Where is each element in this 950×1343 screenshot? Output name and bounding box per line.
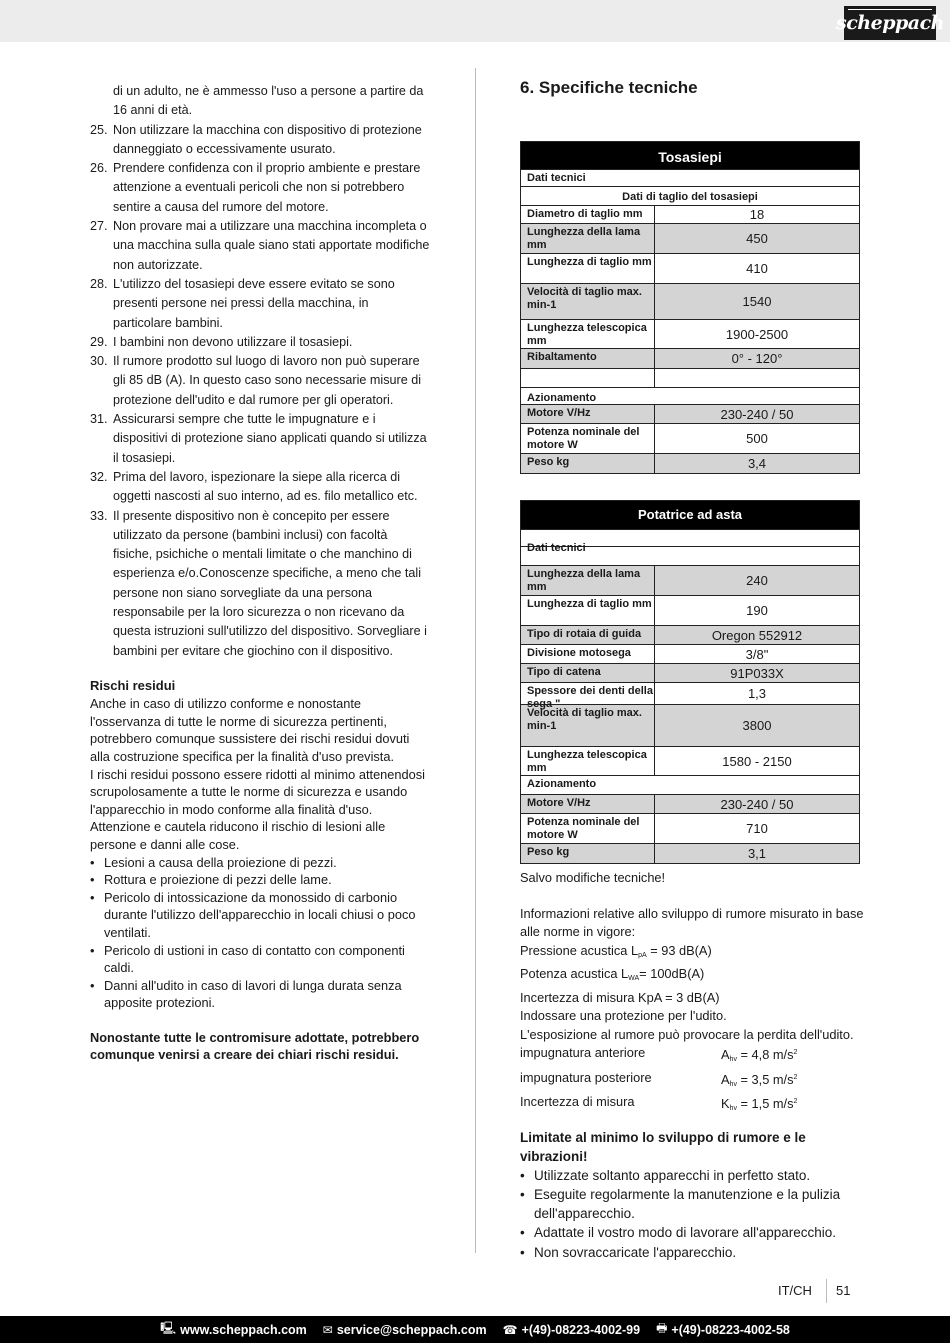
bullet-text: Adattate il vostro modo di lavorare all'apparecchio. [534,1225,836,1241]
page-number: 51 [836,1283,851,1298]
limit-list [520,1166,865,1262]
spec-table-tosasiepi [520,141,860,474]
superscript: 2 [793,1098,798,1106]
list-item [520,1243,865,1262]
spec-value: 710 [746,821,768,836]
spec-value: 18 [749,207,765,222]
spec-label: Peso kg [521,844,655,863]
table-row [521,368,859,387]
item-number: 31. [90,412,108,427]
bullet-icon: • [90,942,95,958]
footer-web[interactable]: 🖳︎ www.scheppach.com [160,1319,307,1340]
table-row [521,186,859,205]
list-item [90,507,430,661]
table-row [521,565,859,595]
footer-phone: ☎︎ +(49)-08223-4002-99 [502,1322,641,1337]
header-bar [0,0,950,42]
table-row [521,205,859,223]
pressione-acustica: Pressione acustica $L_{pA} = 93$ dB(A) [520,942,712,959]
bullet-text: Lesioni a causa della proiezione di pezzi. [104,854,337,870]
table-row [521,453,859,473]
item-text: I bambini non devono utilizzare il tosasiepi. [113,334,353,349]
spec-label: Potenza nominale del motore W [521,814,655,843]
spec-label: Lunghezza telescopica mm [521,747,655,775]
spec-label: Lunghezza della lama mm [521,566,655,595]
indossare-note: Indossare una protezione per l'udito. [520,1008,727,1023]
item-number: 33. [90,508,108,523]
risk-paragraph: Attenzione e cautela riducono il rischio di lesioni alle persone e danni alle cose. [90,819,386,852]
spec-label: Lunghezza della lama mm [521,224,655,253]
spec-value: 1,3 [747,686,767,701]
item-text: Prendere confidenza con il proprio ambiente e prestare attenzione a eventuali pericoli che non si potrebbero sentire a causa del rumore del motore. [113,161,421,214]
spec-label: Motore V/Hz [521,405,655,423]
spec-label: Tipo di rotaia di guida [521,626,655,644]
phone-icon: ☎︎ [502,1322,518,1337]
table-row [521,663,859,682]
item-number: 29. [90,334,108,349]
spec-value: 91P033X [730,665,784,681]
scheppach-logo: scheppach [844,6,936,40]
spec-label: Lunghezza di taglio mm [521,254,655,283]
list-item [90,468,430,507]
risk-paragraph: I rischi residui possono essere ridotti al minimo attenendosi scrupolosamente a tutte le norme di sicurezza e usando l'apparecchio in modo conforme alla finalità d'uso. [90,766,426,817]
vibration-values [520,1044,865,1118]
value: = 3,5 m/s [736,1071,794,1087]
list-item [90,889,430,942]
bullet-text: Eseguite regolarmente la manutenzione e la pulizia dell'apparecchio. [534,1186,841,1222]
table-title: Tosasiepi [521,142,859,169]
mail-icon: ✉︎ [322,1322,333,1337]
list-item [90,121,430,160]
list-item [90,977,430,1012]
spec-value: Oregon 552912 [711,627,803,643]
footer-fax: 🖶︎ +(49)-08223-4002-58 [656,1319,790,1340]
table-row [521,169,859,186]
vibration-row [520,1044,865,1069]
spec-label: Motore V/Hz [521,795,655,813]
list-item [90,159,430,217]
esposizione-note: L'esposizione al rumore può provocare la perdita dell'udito. [520,1026,854,1042]
list-item [90,352,430,410]
potenza-acustica: Potenza acustica $L_{WA}= 100dB(A)$ [520,966,705,982]
item-text: Il rumore prodotto sul luogo di lavoro non può superare gli 85 dB (A). In questo caso sono necessarie misure di protezione dell'udito e dal rumore per gli operatori. [113,354,422,407]
item-number: 30. [90,354,108,369]
symbol: A [721,1071,730,1087]
fax-icon: 🖶︎ [656,1321,668,1335]
bullet-text: Danni all'udito in caso di lavori di lunga durata senza apposite protezioni. [104,977,402,1011]
list-item [90,854,430,872]
bullet-icon: • [90,854,95,870]
spec-value: 500 [746,431,768,446]
risk-title: Rischi residui [90,677,176,693]
table-row [521,223,859,253]
column-divider [475,68,476,1253]
spec-label: Diametro di taglio mm [521,206,655,223]
table-cell: Dati tecnici [527,542,586,554]
item-number: 26. [90,161,108,176]
table-row [521,283,859,319]
language-code: IT/CH [778,1283,812,1298]
spec-value: 190 [746,603,768,618]
table-cell: Dati di taglio del tosasiepi [622,190,758,203]
bullet-text: Pericolo di ustioni in caso di contatto con componenti caldi. [104,942,405,976]
item-text: Non provare mai a utilizzare una macchina incompleta o una macchina sulla quale siano stati apportate modifiche non autorizzate. [113,219,430,272]
spec-label: Potenza nominale del motore W [521,424,655,453]
bullet-icon: • [90,889,95,905]
list-item [520,1166,865,1185]
spec-value: 3,4 [747,456,767,471]
table-body [521,565,859,775]
bullet-icon: • [520,1167,525,1183]
spec-value: 450 [746,231,768,246]
vibration-label: impugnatura anteriore [520,1045,646,1060]
item-number: 25. [90,122,108,137]
noise-info [520,869,865,1262]
item-text: L'utilizzo del tosasiepi deve essere evitato se sono presenti persone nei pressi della macchina, in particolare bambini. [113,276,395,330]
vibration-value [721,1069,797,1094]
spec-value: 240 [746,573,768,588]
item-number: 32. [90,469,108,484]
table-row [521,348,859,368]
monitor-icon: 🖳︎ [160,1321,177,1335]
list-item [520,1223,865,1242]
right-column-header [520,78,860,98]
superscript: 2 [793,1073,798,1081]
item-number: 28. [90,276,108,291]
spec-label: Velocità di taglio max. min-1 [521,284,655,319]
table-cell: Dati tecnici [527,172,586,184]
table-row [521,253,859,283]
section-title: 6. Specifiche tecniche [520,78,698,97]
list-item [90,333,430,352]
table-row [521,813,859,843]
vibration-label: Incertezza di misura [520,1094,635,1110]
table-body [521,404,859,473]
risk-paragraph: Anche in caso di utilizzo conforme e nonostante l'osservanza di tutte le norme di sicurezza pertinenti, potrebbero comunque sussistere dei rischi residui dovuti alla costruzione specifica per la finalità d'uso prevista. [90,696,410,764]
table-body [521,794,859,863]
table-title: Potatrice ad asta [521,501,859,529]
spec-value: 1580 - 2150 [722,753,792,769]
table-row [521,843,859,863]
vibration-value [721,1093,797,1118]
table-row [521,775,859,794]
item-text: Assicurarsi sempre che tutte le impugnature e i dispositivi di protezione siano applicati quando si utilizza il tosasiepi. [113,412,427,465]
table-row [521,682,859,710]
table-row [521,625,859,644]
spec-value: 3800 [742,718,772,733]
safety-list [90,121,430,661]
table-row [521,644,859,663]
spec-label: Divisione motosega [521,645,655,663]
bullet-icon: • [520,1186,525,1202]
bullet-icon: • [520,1244,525,1260]
table-body [521,205,859,368]
item-text: Non utilizzare la macchina con dispositivo di protezione danneggiato o eccessivamente usurato. [113,122,422,156]
list-item [520,1185,865,1223]
page-separator [826,1279,827,1303]
table-cell: Azionamento [527,778,597,790]
spec-value: 3,1 [747,846,767,861]
spec-label: Peso kg [521,454,655,473]
spec-label: Ribaltamento [521,349,655,368]
intro-text: di un adulto, ne è ammesso l'uso a persone a partire da 16 anni di età. [113,84,424,118]
bullet-text: Non sovraccaricate l'apparecchio. [534,1244,737,1260]
final-warning: Nonostante tutte le contromisure adottate, potrebbero comunque venirsi a creare dei chiari rischi residui. [90,1029,420,1063]
limit-title: Limitate al minimo lo sviluppo di rumore e le vibrazioni! [520,1129,806,1164]
spec-value: 1900-2500 [725,326,789,342]
table-row [521,546,859,565]
table-row [521,746,859,775]
table-row [521,387,859,404]
item-number: 27. [90,219,108,234]
bullet-text: Utilizzate soltanto apparecchi in perfetto stato. [534,1167,811,1183]
bullet-icon: • [520,1225,525,1241]
spec-label: Spessore dei denti della sega " [521,683,655,704]
vibration-row [520,1069,865,1094]
spec-label: Lunghezza di taglio mm [521,596,655,625]
table-row [521,704,859,746]
bullet-text: Rottura e proiezione di pezzi delle lame. [104,872,332,888]
bullet-icon: • [90,872,95,888]
salvo-note: Salvo modifiche tecniche! [520,870,666,885]
table-cell: Azionamento [527,392,597,404]
table-row [521,595,859,625]
list-item [90,410,430,468]
footer-bar [0,1316,950,1343]
footer-mail[interactable]: ✉︎ service@scheppach.com [322,1322,487,1337]
spec-value: 3/8" [745,646,769,662]
spec-label: Tipo di catena [521,664,655,682]
symbol: K [721,1096,730,1112]
table-row [521,529,859,554]
item-text: Prima del lavoro, ispezionare la siepe alla ricerca di oggetti nascosti al suo interno, ad es. filo metallico etc. [113,469,418,504]
risk-list [90,854,430,1012]
list-item [90,942,430,977]
incertezza-kpa: Incertezza di misura KpA = 3 dB(A) [520,989,720,1005]
spec-value: 230-240 / 50 [720,796,794,812]
superscript: 2 [793,1049,798,1056]
spec-value: 0° - 120° [731,351,783,366]
spec-label: Lunghezza telescopica mm [521,320,655,348]
subscript: hv [729,1056,737,1063]
vibration-value [721,1044,797,1069]
spec-value: 1540 [742,294,772,309]
value: = 1,5 m/s [736,1096,794,1112]
list-item [90,217,430,275]
list-item [90,275,430,333]
bullet-icon: • [90,977,95,993]
table-row [521,404,859,423]
spec-value: 230-240 / 50 [720,406,794,422]
item-text: Il presente dispositivo non è concepito per essere utilizzato da persone (bambini inclusi) con facoltà fisiche, psichiche o mentali limitate o che manchino di esperienza e/o.Conoscenze specifiche, a meno che tali persone non siano sorvegliate da una persona responsabile per la loro sicurezza o non ricevano da questa istruzioni sull'utilizzo del dispositivo. Sorvegliare i bambini per evitare che giochino con il dispositivo. [113,508,427,658]
left-column [90,82,430,1064]
vibration-label: impugnatura posteriore [520,1069,652,1085]
spec-label: Velocità di taglio max. min-1 [521,705,655,746]
table-row [521,794,859,813]
bullet-text: Pericolo di intossicazione da monossido di carbonio durante l'utilizzo dell'apparecchio in locali chiusi o poco ventilati. [104,889,416,940]
subscript: hv [729,1105,737,1113]
spec-value: 410 [746,261,768,276]
subscript: hv [729,1080,737,1088]
spec-table-potatrice [520,500,860,864]
symbol: A [721,1047,730,1062]
list-item [90,871,430,889]
table-row [521,423,859,453]
value: = 4,8 m/s [736,1047,794,1062]
noise-intro: Informazioni relative allo sviluppo di rumore misurato in base alle norme in vigore: [520,905,864,939]
table-row [521,319,859,348]
vibration-row [520,1093,865,1118]
